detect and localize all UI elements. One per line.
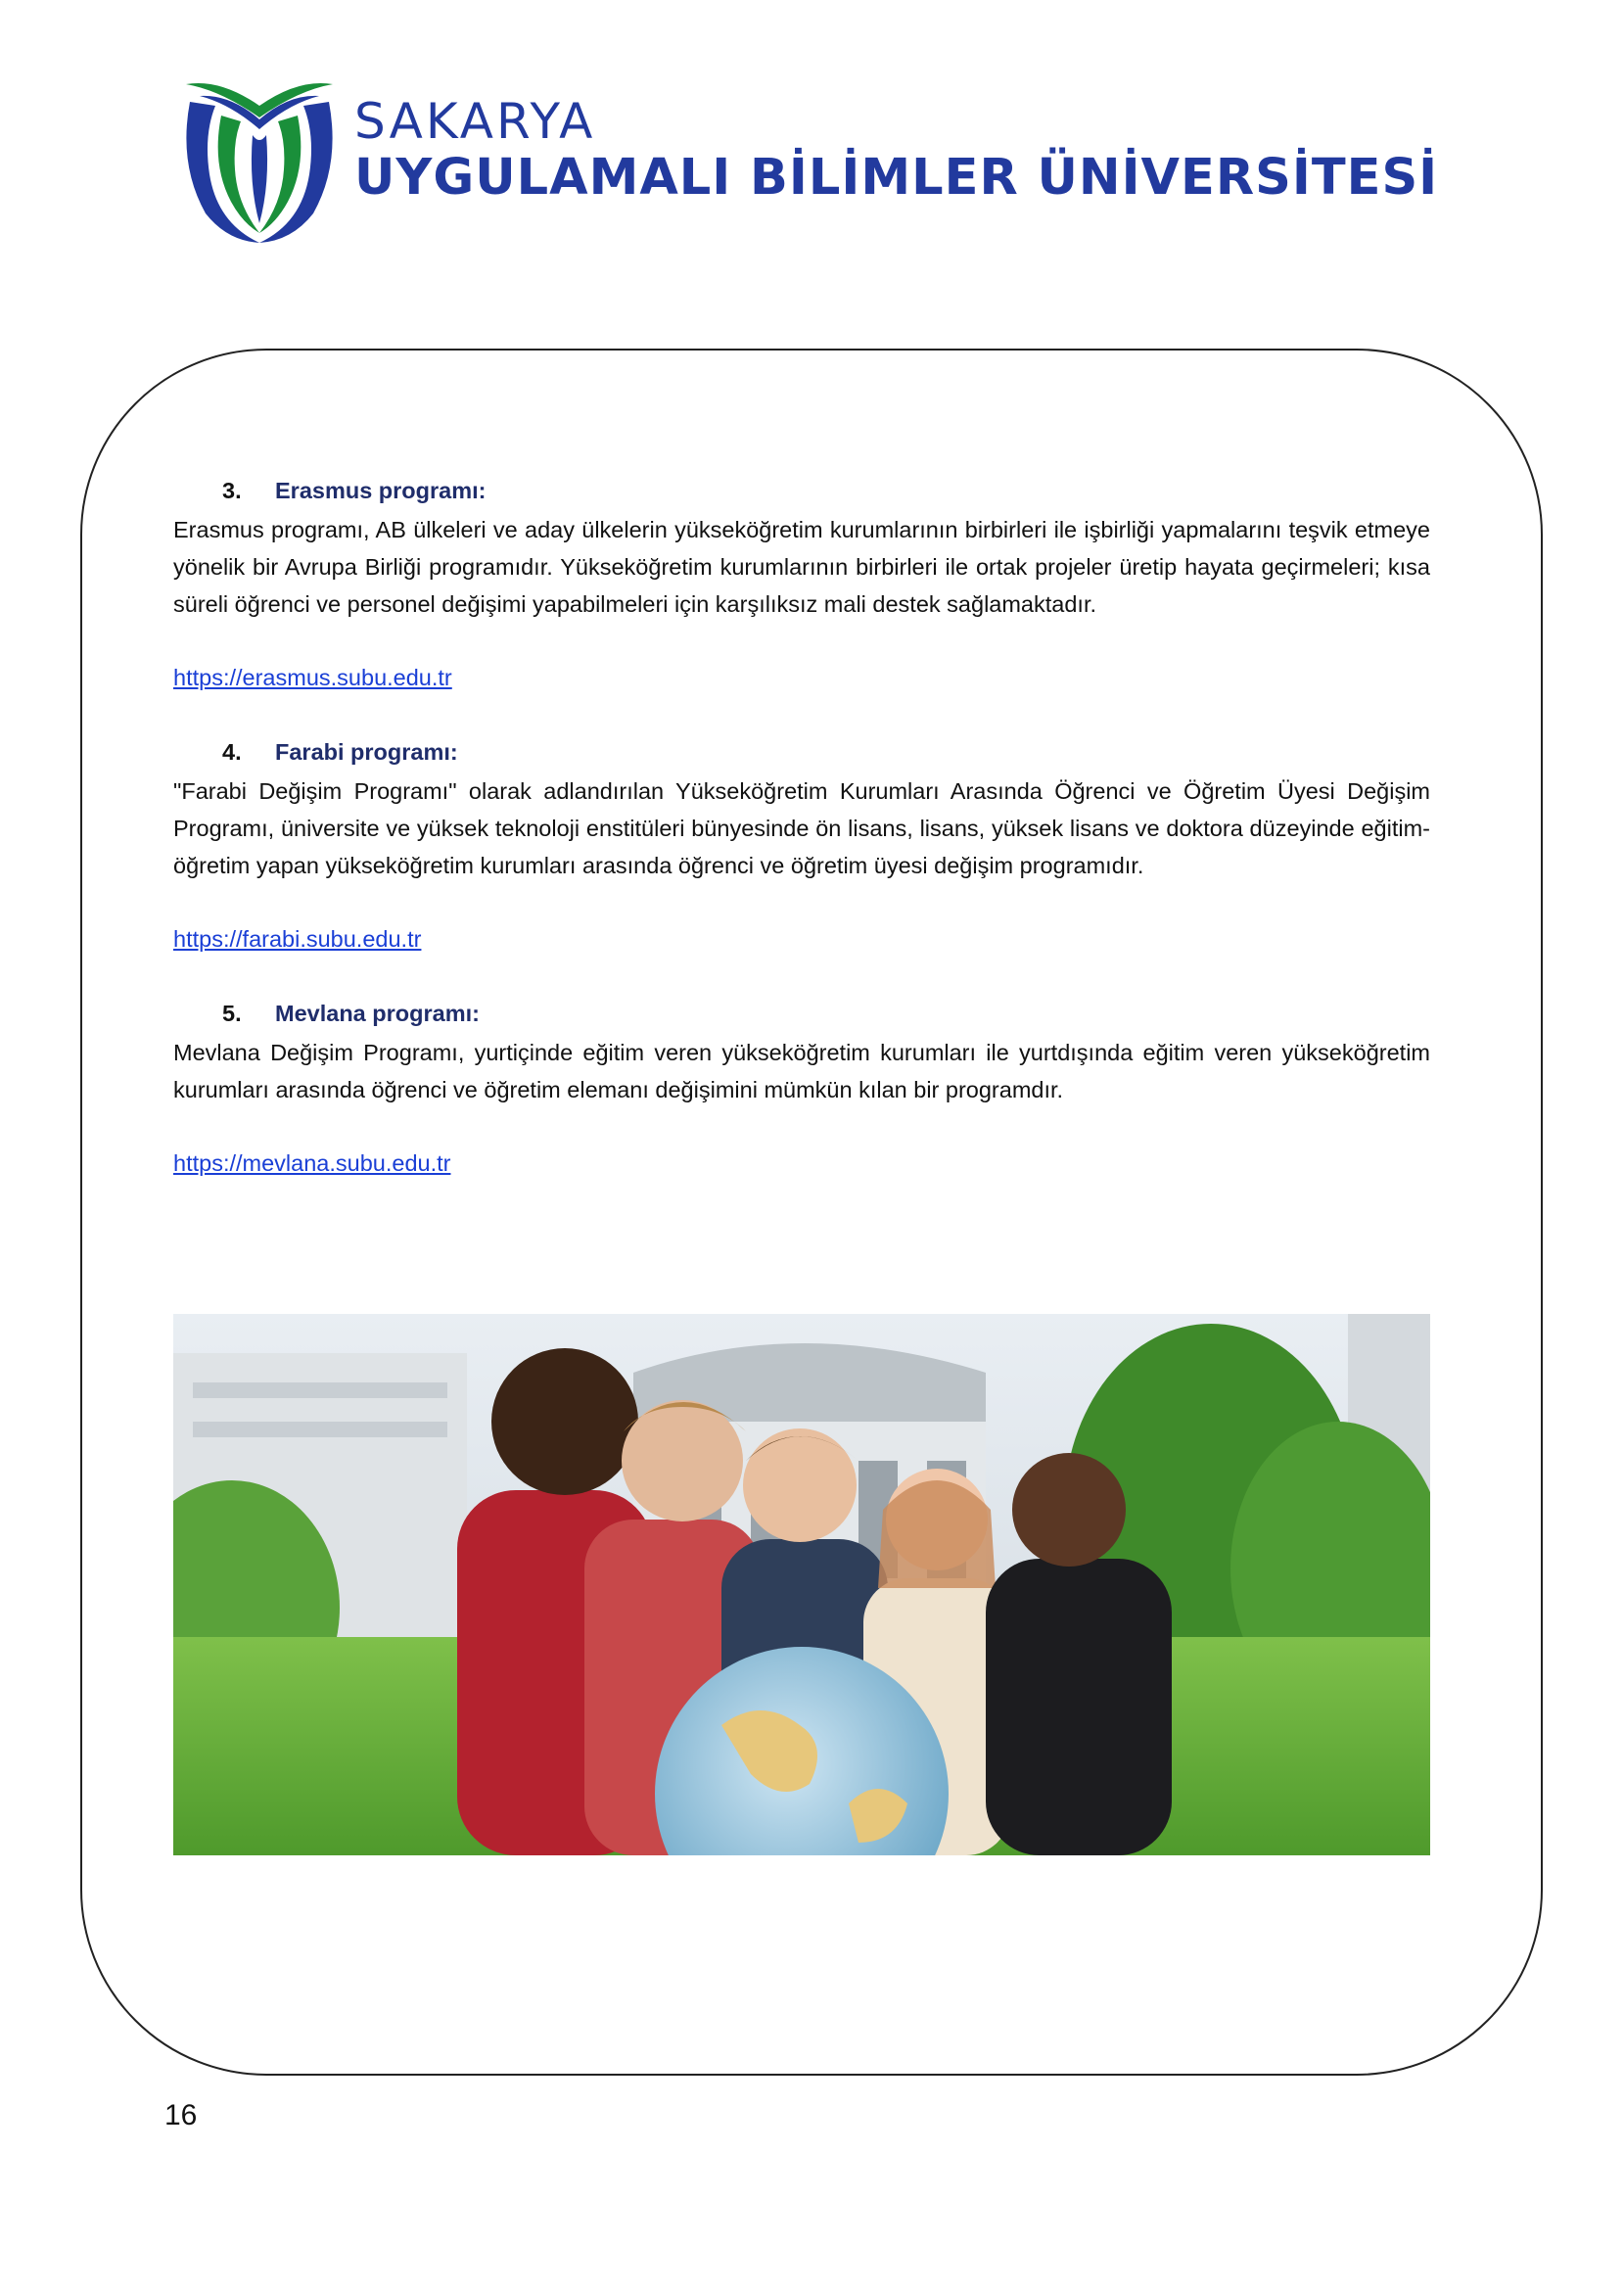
- section-title: Erasmus programı:: [275, 478, 487, 503]
- university-brand: [354, 94, 1438, 208]
- section-title: Farabi programı:: [275, 739, 458, 765]
- section-number: 3.: [222, 478, 242, 503]
- section-body: Erasmus programı, AB ülkeleri ve aday ülkelerin yükseköğretim kurumlarının birbirleri ile işbirliği yapmalarını teşvik etmeye yönelik bir Avrupa Birliği programıdır. Yükseköğretim kurumlarının birbirleri ile ortak projeler üretip hayata geçirmeleri; kısa süreli öğrenci ve personel değişimi yapabilmeleri için karşılıksız mali destek sağlamaktadır.: [173, 517, 1430, 617]
- mevlana-link[interactable]: https://mevlana.subu.edu.tr: [173, 1150, 451, 1176]
- students-with-globe-photo: [173, 1314, 1430, 1855]
- section-title: Mevlana programı:: [275, 1001, 480, 1026]
- section-body: "Farabi Değişim Programı" olarak adlandırılan Yükseköğretim Kurumları Arasında Öğrenci ve Öğretim Üyesi Değişim Programı, üniversite ve yüksek teknoloji enstitüleri bünyesinde ön lisans, lisans, yüksek lisans ve doktora düzeyinde eğitim- öğretim yapan yükseköğretim kurumları arasında öğrenci ve öğretim üyesi değişim programıdır.: [173, 778, 1430, 878]
- section-body: Mevlana Değişim Programı, yurtiçinde eğitim veren yükseköğretim kurumları ile yurtdışında eğitim veren yükseköğretim kurumları arasında öğrenci ve öğretim elemanı değişimini mümkün kılan bir programdır.: [173, 1040, 1430, 1102]
- erasmus-link[interactable]: https://erasmus.subu.edu.tr: [173, 665, 452, 690]
- university-logo-icon: [176, 76, 343, 245]
- brand-line-1: SAKARYA: [354, 93, 596, 150]
- section-mevlana: [173, 995, 1430, 1182]
- farabi-link[interactable]: https://farabi.subu.edu.tr: [173, 926, 422, 952]
- section-heading: [222, 995, 1430, 1032]
- brand-line-2: UYGULAMALI BİLİMLER ÜNİVERSİTESİ: [354, 149, 1439, 207]
- page-number: 16: [164, 2099, 198, 2131]
- section-farabi: [173, 733, 1430, 958]
- section-number: 5.: [222, 1001, 242, 1026]
- programs-content: [173, 472, 1430, 1219]
- section-erasmus: [173, 472, 1430, 696]
- section-heading: [222, 733, 1430, 771]
- section-number: 4.: [222, 739, 242, 765]
- section-heading: [222, 472, 1430, 509]
